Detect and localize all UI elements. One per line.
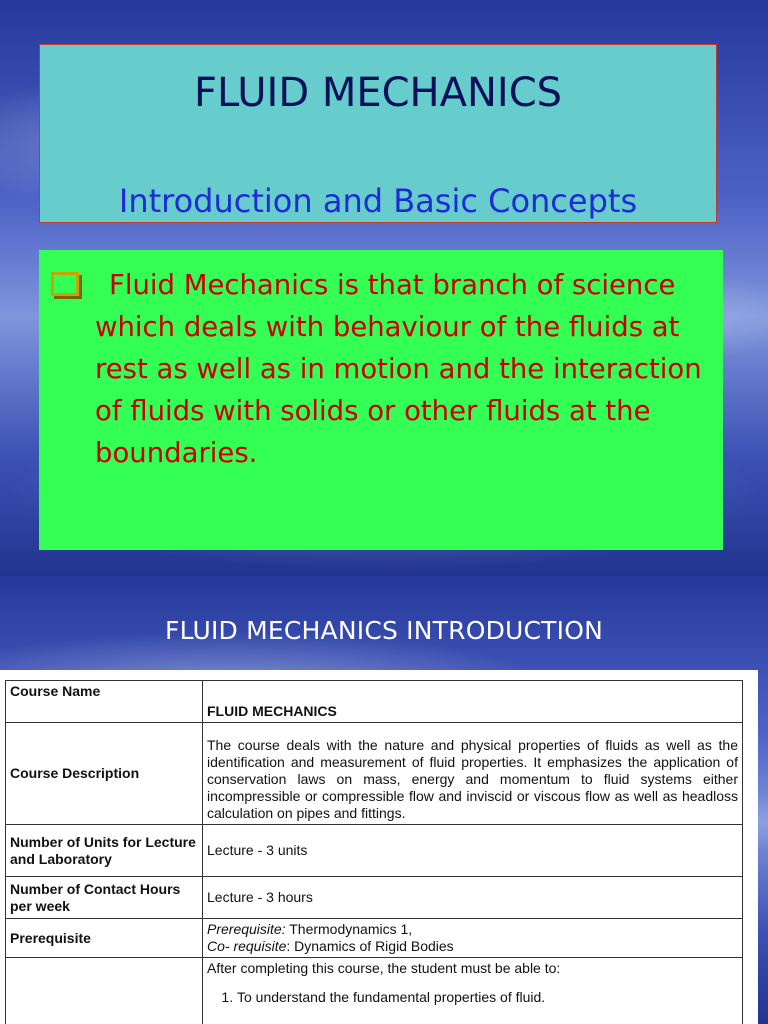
table-row [6,681,743,723]
table-row [6,825,743,877]
units-value: Lecture - 3 units [203,825,743,877]
objectives-list [207,989,738,1006]
course-name-value: FLUID MECHANICS [203,681,743,723]
corequisite-key: Co- requisite [207,938,287,954]
content-box [39,250,723,550]
slide-2 [0,576,768,1024]
table-row [6,958,743,1024]
contact-hours-value: Lecture - 3 hours [203,877,743,919]
slide-2-title: FLUID MECHANICS INTRODUCTION [164,616,604,645]
objectives-value [203,958,743,1024]
slide-subtitle: Introduction and Basic Concepts [118,182,638,220]
course-document [0,670,758,1024]
table-row [6,877,743,919]
slide-title: FLUID MECHANICS [193,70,563,116]
table-row [6,919,743,958]
units-label: Number of Units for Lecture and Laboratory [6,825,203,877]
prerequisite-label: Prerequisite [6,919,203,958]
prerequisite-text: Thermodynamics 1, [285,921,413,937]
list-item: 1. To understand the fundamental properties of fluid. [237,989,738,1006]
prerequisite-key: Prerequisite: [207,921,286,937]
prerequisite-value [203,919,743,958]
course-name-label: Course Name [6,681,203,723]
objectives-label [6,958,203,1024]
corequisite-text: : Dynamics of Rigid Bodies [286,938,454,954]
course-description-value: The course deals with the nature and physical properties of fluids as well as the identification and measurement of fluid properties. It emphasizes the application of conservation laws on mass, energy and momentum to fluid systems either incompressible or compressible flow and inviscid or viscous flow as well as headloss calculation on pipes and fittings. [203,723,743,825]
table-row [6,723,743,825]
course-table [5,680,743,1024]
objectives-intro: After completing this course, the student must be able to: [207,960,561,976]
square-bullet-icon [51,272,79,296]
bullet-text: Fluid Mechanics is that branch of science which deals with behaviour of the fluids at rest as well as in motion and the interaction of fluids with solids or other fluids at the boundaries. [95,269,702,469]
course-description-label: Course Description [6,723,203,825]
title-box [39,44,717,223]
contact-hours-label: Number of Contact Hours per week [6,877,203,919]
